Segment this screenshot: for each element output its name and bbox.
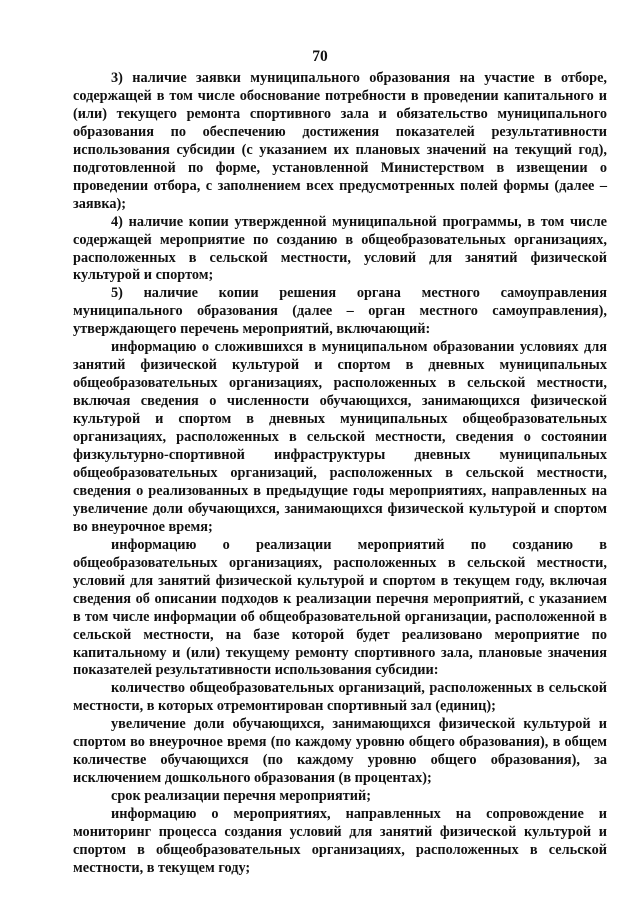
paragraph-implementation-term: срок реализации перечня мероприятий; (111, 788, 372, 805)
paragraph-implementation-info: информацию о реализации мероприятий по созданию в общеобразовательных организациях, расположенных в сельской местности, условий для занятий физической культурой и спортом в текущем году, включая сведения об описании подходов к реализации перечня мероприятий, с указанием в том числе информации об общеобразовательной организации, расположенной в сельской местности, на базе которой будет реализовано мероприятие по капитальному и (или) текущему ремонту спортивного зала, плановые значения показателей результативности использования субсидии: (73, 536, 607, 679)
paragraph-organizations-count: количество общеобразовательных организаций, расположенных в сельской местности, в которых отремонтирован спортивный зал (единиц); (73, 680, 607, 715)
paragraph-monitoring-info: информацию о мероприятиях, направленных на сопровождение и мониторинг процесса создания условий для занятий физической культурой и спортом в общеобразовательных организациях, расположенных в сельской местности, в текущем году; (73, 806, 607, 876)
page-number: 70 (312, 48, 328, 65)
paragraph-students-share-increase: увеличение доли обучающихся, занимающихся физической культурой и спортом во внеурочное время (по каждому уровню общего образования), в общем количестве обучающихся (по каждому уровню общего образования), за исключением дошкольного образования (в процентах); (73, 716, 607, 787)
paragraph-item-4-program-copy: 4) наличие копии утвержденной муниципальной программы, в том числе содержащей мероприятие по созданию в общеобразовательных организациях, расположенных в сельской местности, условий для занятий физической культурой и спортом; (73, 213, 607, 284)
body-text (73, 70, 607, 878)
paragraph-existing-conditions-info: информацию о сложившихся в муниципальном образовании условиях для занятий физической культурой и спортом в дневных муниципальных общеобразовательных организациях, расположенных в сельской местности, включая сведения о численности обучающихся, занимающихся физической культурой и спортом в дневных муниципальных общеобразовательных организациях, расположенных в сельской местности, сведения о состоянии физкультурно-спортивной инфраструктуры дневных муниципальных общеобразовательных организаций, расположенных в сельской местности, сведения о реализованных в предыдущие годы мероприятиях, направленных на увеличение доли обучающихся, занимающихся физической культурой и спортом во внеурочное время; (73, 339, 607, 535)
paragraph-item-3-application: 3) наличие заявки муниципального образования на участие в отборе, содержащей в том числе обоснование потребности в проведении капитального и (или) текущего ремонта спортивного зала и обязательство муниципального образования по обеспечению достижения показателей результативности использования субсидии (с указанием их плановых значений на текущий год), подготовленной по форме, установленной Министерством в извещении о проведении отбора, с заполнением всех предусмотренных полей формы (далее – заявка); (73, 70, 607, 212)
paragraph-item-5-decision-copy: 5) наличие копии решения органа местного самоуправления муниципального образования (далее – орган местного самоуправления), утверждающего перечень мероприятий, включающий: (73, 285, 607, 338)
